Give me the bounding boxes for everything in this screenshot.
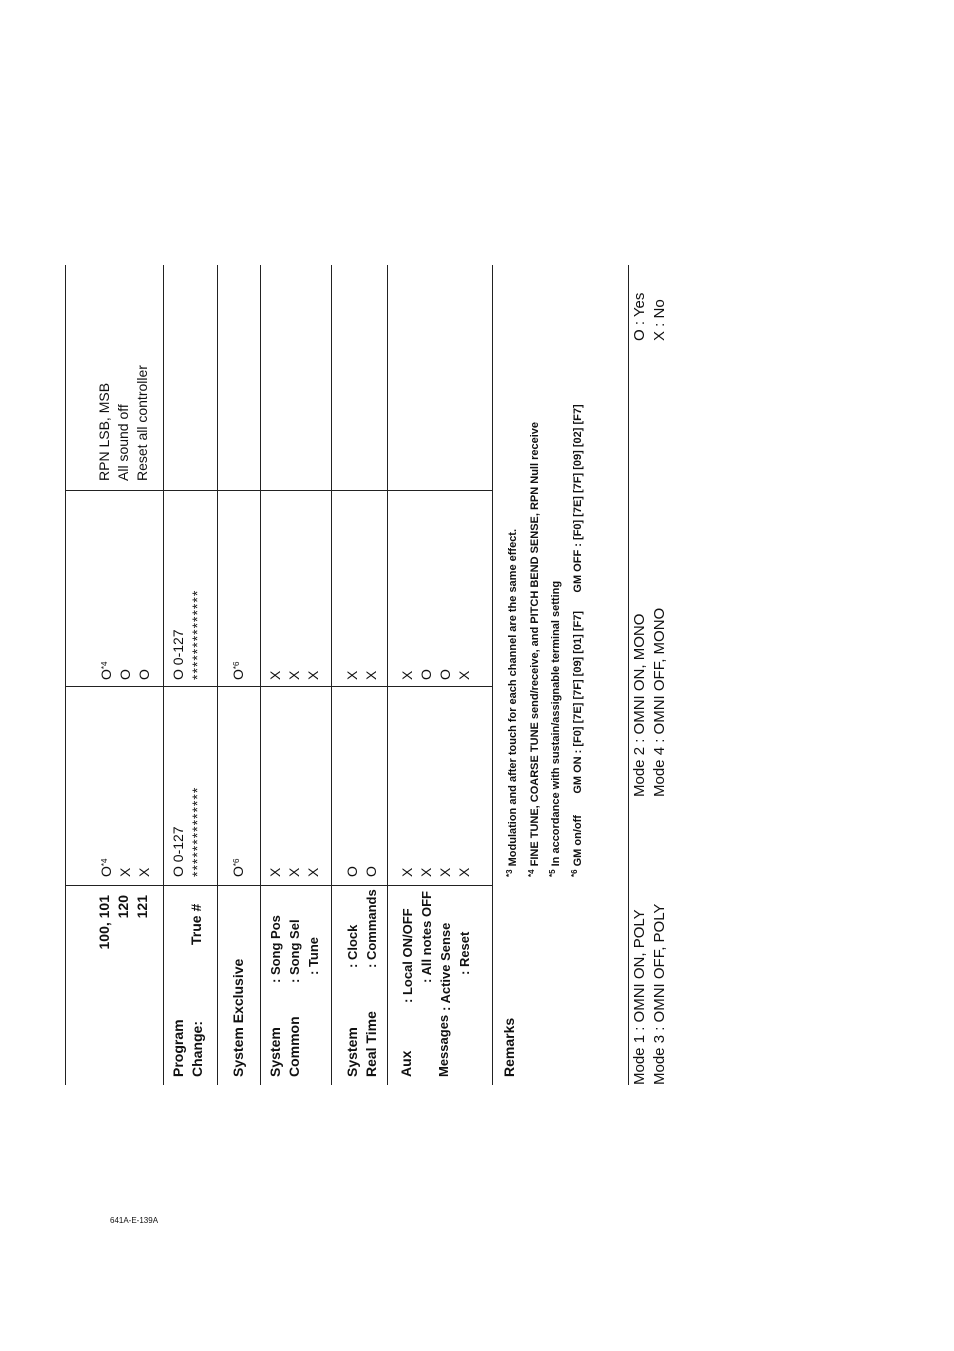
col-divider-3 — [65, 490, 492, 491]
cell-value: ************** — [189, 589, 205, 680]
mode-legend-left — [630, 904, 670, 1085]
no-legend: X : No — [651, 299, 668, 341]
note-mark: *4 — [100, 858, 109, 867]
controller-number: 120 — [115, 895, 131, 919]
cell-value: O — [418, 669, 434, 680]
cell-value: O — [363, 866, 379, 877]
mode-legend-right — [630, 608, 670, 797]
system-realtime-label — [343, 1011, 381, 1077]
rule-bottom — [628, 265, 629, 1085]
cell-value: X — [344, 670, 360, 680]
program-transmitted — [169, 787, 207, 877]
top-transmitted — [95, 859, 154, 877]
cell-value: O — [117, 669, 133, 680]
item-label: : All notes OFF — [419, 891, 434, 983]
row-label: Real Time — [363, 1011, 379, 1077]
cell-value: O 0-127 — [170, 629, 186, 680]
remark-note: $^{*5}$ In accordance with sustain/assignable terminal setting — [548, 580, 562, 877]
footer-code: 641A-E-139A — [110, 1216, 159, 1225]
common-recognized — [266, 671, 323, 680]
remarks-label: Remarks — [501, 1017, 517, 1077]
yes-legend: O : Yes — [631, 292, 648, 341]
aux-label: Aux — [398, 1050, 414, 1077]
cell-value: X — [363, 670, 379, 680]
mode-2-text: Mode 2 : OMNI ON, MONO — [631, 613, 648, 797]
aux-transmitted — [398, 868, 474, 877]
remarks-notes — [501, 404, 587, 877]
cell-value: X — [286, 670, 302, 680]
rule-realtime — [331, 265, 332, 1085]
cell-value: X — [305, 670, 321, 680]
cell-value: X — [305, 867, 321, 877]
col-divider-1 — [65, 885, 492, 886]
cell-value: O — [136, 669, 152, 680]
cell-value: X — [399, 670, 415, 680]
cell-value: O — [98, 669, 114, 680]
system-common-items — [266, 915, 323, 983]
cell-value: X — [267, 867, 283, 877]
cell-value: ************** — [189, 786, 205, 877]
cell-value: X — [437, 867, 453, 877]
cell-value: X — [136, 867, 152, 877]
row-label: System — [267, 1027, 283, 1077]
note-mark: *4 — [100, 661, 109, 670]
rule-top — [65, 265, 66, 1085]
sysex-transmitted — [230, 859, 246, 877]
cell-value: O — [230, 866, 246, 877]
system-common-label — [266, 1016, 304, 1077]
rule-aux — [387, 265, 388, 1085]
top-remarks — [95, 365, 152, 481]
cell-value: X — [456, 867, 472, 877]
cell-value: O — [230, 669, 246, 680]
cell-value: O — [344, 866, 360, 877]
remark-text: Reset all controller — [134, 365, 150, 481]
row-label: Program — [170, 1019, 186, 1077]
controller-number: 121 — [134, 895, 150, 919]
system-realtime-items — [343, 889, 381, 968]
true-number-label: True # — [188, 903, 204, 945]
item-label: : Commands — [364, 889, 379, 968]
remark-note: $^{*6}$ GM on/off GM ON : [F0] [7E] [7F] [09] [01] [F7] GM OFF : [F0] [7E] [7F] [09] [02] [F7] — [569, 404, 584, 877]
sysex-recognized — [230, 662, 246, 680]
rule-common — [260, 265, 261, 1085]
mode-3-text: Mode 3 : OMNI OFF, POLY — [651, 903, 668, 1085]
row-label: Change: — [189, 1021, 205, 1077]
system-exclusive-label: System Exclusive — [230, 958, 246, 1077]
yes-no-legend — [630, 293, 670, 341]
item-label: : Tune — [306, 936, 321, 975]
item-label: : Local ON/OFF — [400, 908, 415, 1003]
remark-text: RPN LSB, MSB — [96, 382, 112, 481]
program-recognized — [169, 590, 207, 680]
rule-remarks — [492, 265, 493, 1085]
remark-note: $^{*4}$ FINE TUNE, COARSE TUNE send/receive, and PITCH BEND SENSE, RPN Null receive — [526, 421, 541, 877]
remark-text: All sound off — [115, 404, 131, 481]
aux-recognized — [398, 669, 474, 680]
realtime-recognized — [343, 671, 381, 680]
controller-number: 100, 101 — [96, 895, 112, 950]
cell-value: X — [267, 670, 283, 680]
cell-value: X — [418, 867, 434, 877]
cell-value: O — [98, 866, 114, 877]
top-recognized — [95, 662, 154, 680]
controller-numbers — [95, 895, 152, 1085]
mode-4-text: Mode 4 : OMNI OFF, MONO — [651, 607, 668, 797]
remark-note: $^{*3}$ Modulation and after touch for each channel are the same effect. — [505, 528, 519, 877]
cell-value: X — [456, 670, 472, 680]
midi-implementation-chart — [65, 265, 675, 1085]
row-label: Common — [286, 1016, 302, 1077]
aux-messages-label: Messages — [436, 1014, 451, 1077]
cell-value: O — [437, 669, 453, 680]
note-mark: *6 — [232, 661, 241, 670]
cell-value: X — [286, 867, 302, 877]
item-label: : Song Sel — [287, 919, 302, 983]
rule-program — [163, 265, 164, 1085]
col-divider-2 — [65, 686, 492, 687]
note-mark: *6 — [232, 858, 241, 867]
row-label: System — [344, 1027, 360, 1077]
item-label: : Active Sense — [438, 922, 453, 1011]
cell-value: X — [399, 867, 415, 877]
common-transmitted — [266, 868, 323, 877]
item-label: : Clock — [345, 924, 360, 968]
rule-sysex — [217, 265, 218, 1085]
cell-value: O 0-127 — [170, 826, 186, 877]
realtime-transmitted — [343, 866, 381, 877]
program-change-label — [169, 1019, 207, 1077]
mode-1-text: Mode 1 : OMNI ON, POLY — [631, 909, 648, 1085]
item-label: : Reset — [457, 931, 472, 975]
aux-items — [398, 891, 474, 1011]
item-label: : Song Pos — [268, 915, 283, 983]
cell-value: X — [117, 867, 133, 877]
